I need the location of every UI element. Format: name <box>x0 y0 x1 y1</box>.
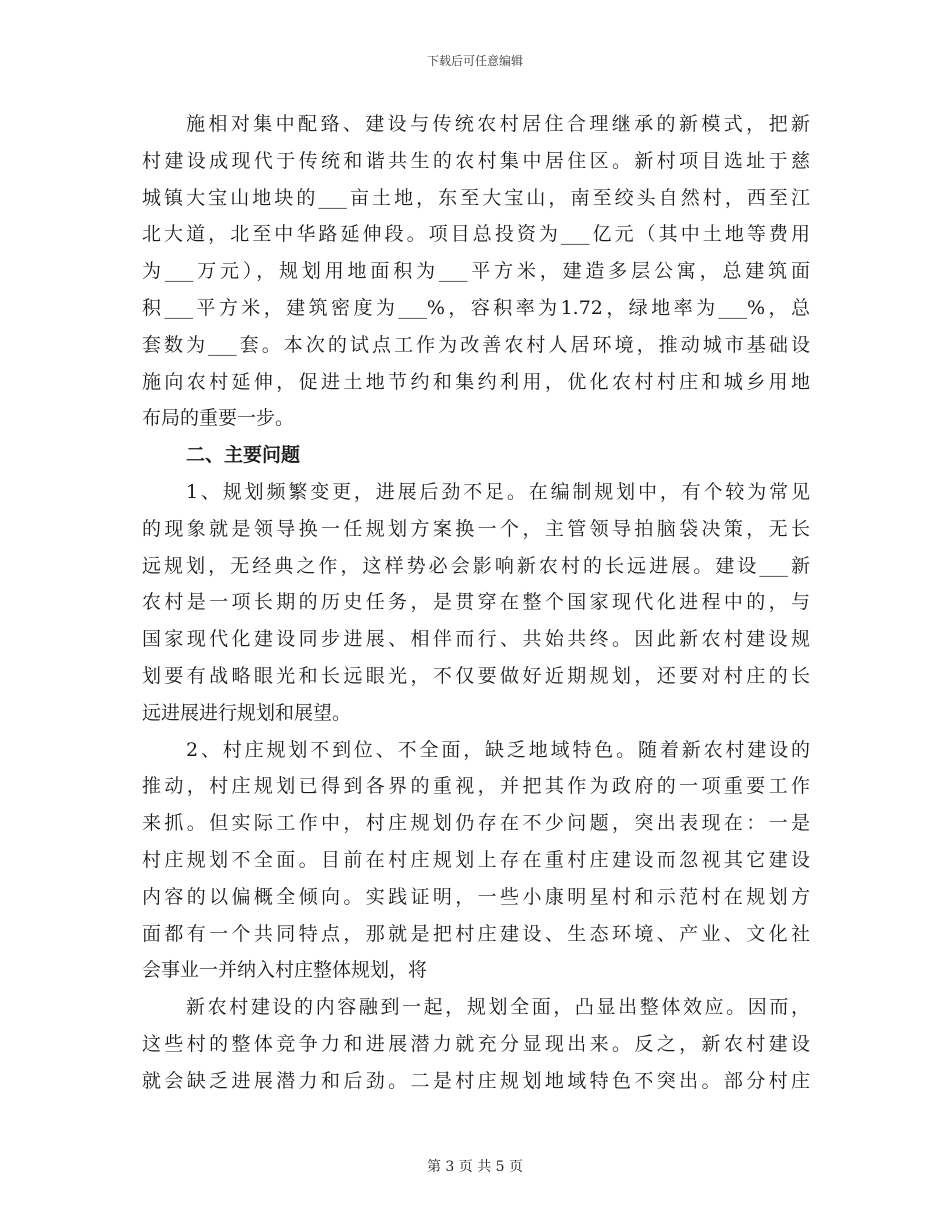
text-line: 新农村建设的内容融到一起，规划全面，凸显出整体效应。因而， <box>186 996 810 1019</box>
text-line: 国家现代化建设同步进展、相伴而行、共始共终。因此新农村建设规 <box>142 628 810 651</box>
paragraph-issue-2 <box>142 732 810 990</box>
text-line: 这些村的整体竞争力和进展潜力就充分显现出来。反之，新农村建设 <box>142 1032 810 1055</box>
text-line: 就会缺乏进展潜力和后劲。二是村庄规划地域特色不突出。部分村庄 <box>142 1069 810 1092</box>
text-line: 的现象就是领导换一任规划方案换一个，主管领导拍脑袋决策，无长 <box>142 517 810 540</box>
text-line: 村建设成现代于传统和谐共生的农村集中居住区。新村项目选址于慈 <box>142 149 810 172</box>
text-line: 1、规划频繁变更，进展后劲不足。在编制规划中，有个较为常见 <box>186 480 810 503</box>
text-line: 远进展进行规划和展望。 <box>142 701 352 724</box>
text-line: 内容的以偏概全倾向。实践证明，一些小康明星村和示范村在规划方 <box>142 885 810 908</box>
page-number-footer: 第 3 页 共 5 页 <box>426 1159 524 1175</box>
text-line: 套数为___套。本次的试点工作为改善农村人居环境，推动城市基础设 <box>142 333 810 356</box>
paragraph-issue-1 <box>142 474 810 732</box>
text-line: 会事业一并纳入村庄整体规划，将 <box>142 959 428 982</box>
text-line: 划要有战略眼光和长远眼光，不仅要做好近期规划，还要对村庄的长 <box>142 664 810 687</box>
paragraph-continuation <box>142 989 810 1099</box>
text-line: 为___万元），规划用地面积为___平方米，建造多层公寓，总建筑面 <box>142 260 810 283</box>
text-line: 面都有一个共同特点，那就是把村庄建设、生态环境、产业、文化社 <box>142 922 810 945</box>
text-line: 布局的重要一步。 <box>142 407 295 430</box>
paragraph-intro <box>142 106 810 437</box>
text-line: 北大道，北至中华路延伸段。项目总投资为___亿元（其中土地等费用 <box>142 223 810 246</box>
text-line: 施相对集中配臵、建设与传统农村居住合理继承的新模式，把新 <box>186 113 810 135</box>
text-line: 积___平方米，建筑密度为___%，容积率为1.72，绿地率为___%，总 <box>142 296 810 319</box>
page-header: 下载后可任意编辑 <box>426 54 523 68</box>
section-heading: 二、主要问题 <box>186 444 301 467</box>
text-line: 施向农村延伸，促进土地节约和集约利用，优化农村村庄和城乡用地 <box>142 370 810 393</box>
text-line: 村庄规划不全面。目前在村庄规划上存在重村庄建设而忽视其它建设 <box>142 848 810 871</box>
text-line: 远规划，无经典之作，这样势必会影响新农村的长远进展。建设___新 <box>142 554 810 577</box>
text-line: 推动，村庄规划已得到各界的重视，并把其作为政府的一项重要工作 <box>142 775 810 798</box>
text-line: 来抓。但实际工作中，村庄规划仍存在不少问题，突出表现在：一是 <box>142 812 810 835</box>
text-line: 城镇大宝山地块的___亩土地，东至大宝山，南至绞头自然村，西至江 <box>142 186 810 209</box>
document-body <box>142 106 810 1100</box>
text-line: 农村是一项长期的历史任务，是贯穿在整个国家现代化进程中的，与 <box>142 591 810 614</box>
text-line: 2、村庄规划不到位、不全面，缺乏地域特色。随着新农村建设的 <box>186 738 810 761</box>
